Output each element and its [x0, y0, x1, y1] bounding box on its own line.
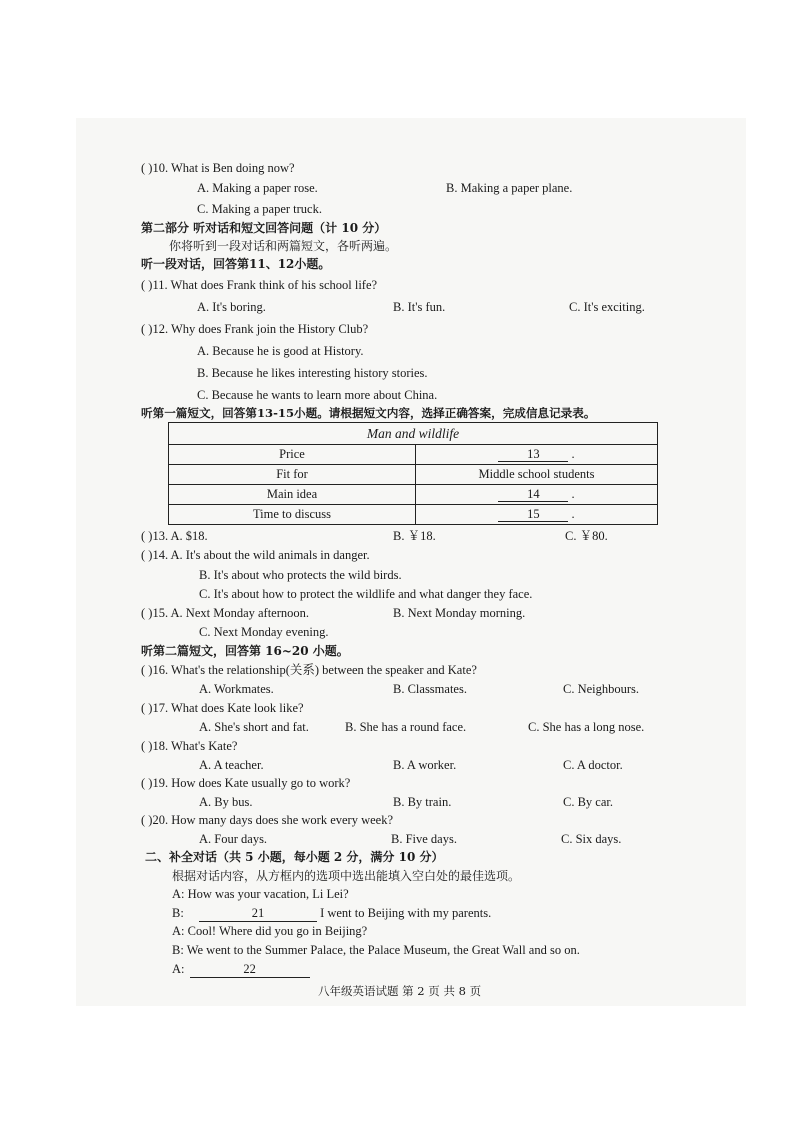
q17-option-c: C. She has a long nose. — [528, 720, 645, 734]
section2-title: 二、补全对话（共 5 小题，每小题 2 分，满分 10 分） — [145, 850, 444, 864]
info-record-table — [168, 422, 658, 525]
passage1-instruction: 听第一篇短文，回答第13-15小题。请根据短文内容，选择正确答案，完成信息记录表。 — [141, 406, 596, 420]
page-footer: 八年级英语试题 第 2 页 共 8 页 — [318, 984, 482, 998]
table-row — [169, 505, 658, 525]
q20-option-c: C. Six days. — [561, 832, 622, 846]
table-value: 13 . — [416, 445, 658, 465]
q19-option-b: B. By train. — [393, 795, 452, 809]
blank-22: 22 — [190, 961, 310, 978]
q14-option-c: C. It's about how to protect the wildlife and what danger they face. — [199, 587, 533, 601]
q16-stem: ( )16. What's the relationship(关系) between the speaker and Kate? — [141, 663, 477, 677]
q11-option-a: A. It's boring. — [197, 300, 266, 314]
table-row — [169, 485, 658, 505]
q11-stem: ( )11. What does Frank think of his school life? — [141, 278, 378, 292]
q19-stem: ( )19. How does Kate usually go to work? — [141, 776, 351, 790]
q15-option-c: C. Next Monday evening. — [199, 625, 329, 639]
q16-option-b: B. Classmates. — [393, 682, 467, 696]
dialogue-line-3: A: Cool! Where did you go in Beijing? — [172, 924, 368, 938]
blank-15: 15 — [498, 507, 568, 522]
dialogue-line-4: B: We went to the Summer Palace, the Palace Museum, the Great Wall and so on. — [172, 943, 580, 957]
q19-option-c: C. By car. — [563, 795, 613, 809]
q16-option-a: A. Workmates. — [199, 682, 274, 696]
speaker-a: A: — [172, 962, 185, 976]
table-value: Middle school students — [416, 465, 658, 485]
dialogue-line-1: A: How was your vacation, Li Lei? — [172, 887, 349, 901]
q10-stem: ( )10. What is Ben doing now? — [141, 161, 295, 175]
q12-option-c: C. Because he wants to learn more about China. — [197, 388, 438, 402]
table-label: Fit for — [169, 465, 416, 485]
q20-option-a: A. Four days. — [199, 832, 268, 846]
q18-option-a: A. A teacher. — [199, 758, 264, 772]
q18-stem: ( )18. What's Kate? — [141, 739, 238, 753]
table-row — [169, 465, 658, 485]
q17-option-b: B. She has a round face. — [345, 720, 467, 734]
q17-stem: ( )17. What does Kate look like? — [141, 701, 304, 715]
q10-option-c: C. Making a paper truck. — [197, 202, 322, 216]
dialogue-line-2 — [172, 905, 491, 922]
q13-option-c: C. ￥80. — [565, 529, 608, 543]
q15-option-b: B. Next Monday morning. — [393, 606, 526, 620]
dialog-instruction: 听一段对话，回答第11、12小题。 — [141, 257, 331, 271]
q10-option-b: B. Making a paper plane. — [446, 181, 573, 195]
q12-option-b: B. Because he likes interesting history stories. — [197, 366, 428, 380]
q16-option-c: C. Neighbours. — [563, 682, 640, 696]
q14-option-b: B. It's about who protects the wild birds. — [199, 568, 402, 582]
q12-stem: ( )12. Why does Frank join the History Club? — [141, 322, 369, 336]
q18-option-c: C. A doctor. — [563, 758, 623, 772]
q19-option-a: A. By bus. — [199, 795, 253, 809]
q20-stem: ( )20. How many days does she work every week? — [141, 813, 394, 827]
table-label: Main idea — [169, 485, 416, 505]
q20-option-b: B. Five days. — [391, 832, 457, 846]
q13-option-b: B. ￥18. — [393, 529, 436, 543]
q13-option-a: ( )13. A. $18. — [141, 529, 208, 543]
part2-title: 第二部分 听对话和短文回答问题（计 10 分） — [141, 221, 387, 235]
q14-option-a: ( )14. A. It's about the wild animals in danger. — [141, 548, 370, 562]
q11-option-b: B. It's fun. — [393, 300, 446, 314]
dialogue-line-2-text: I went to Beijing with my parents. — [320, 906, 492, 920]
q12-option-a: A. Because he is good at History. — [197, 344, 364, 358]
blank-14: 14 — [498, 487, 568, 502]
table-label: Time to discuss — [169, 505, 416, 525]
passage2-instruction: 听第二篇短文，回答第 16~20 小题。 — [141, 644, 349, 658]
table-value: 15 . — [416, 505, 658, 525]
q17-option-a: A. She's short and fat. — [199, 720, 309, 734]
q15-option-a: ( )15. A. Next Monday afternoon. — [141, 606, 310, 620]
blank-13: 13 — [498, 447, 568, 462]
table-value: 14 . — [416, 485, 658, 505]
section2-instruction: 根据对话内容，从方框内的选项中选出能填入空白处的最佳选项。 — [172, 869, 521, 883]
blank-21: 21 — [199, 905, 317, 922]
q11-option-c: C. It's exciting. — [569, 300, 645, 314]
speaker-b: B: — [172, 906, 184, 920]
dialogue-line-5 — [172, 961, 310, 978]
part2-instruction: 你将听到一段对话和两篇短文，各听两遍。 — [169, 239, 398, 253]
q18-option-b: B. A worker. — [393, 758, 457, 772]
table-label: Price — [169, 445, 416, 465]
q10-option-a: A. Making a paper rose. — [197, 181, 318, 195]
table-row — [169, 445, 658, 465]
table-title: Man and wildlife — [169, 423, 658, 445]
